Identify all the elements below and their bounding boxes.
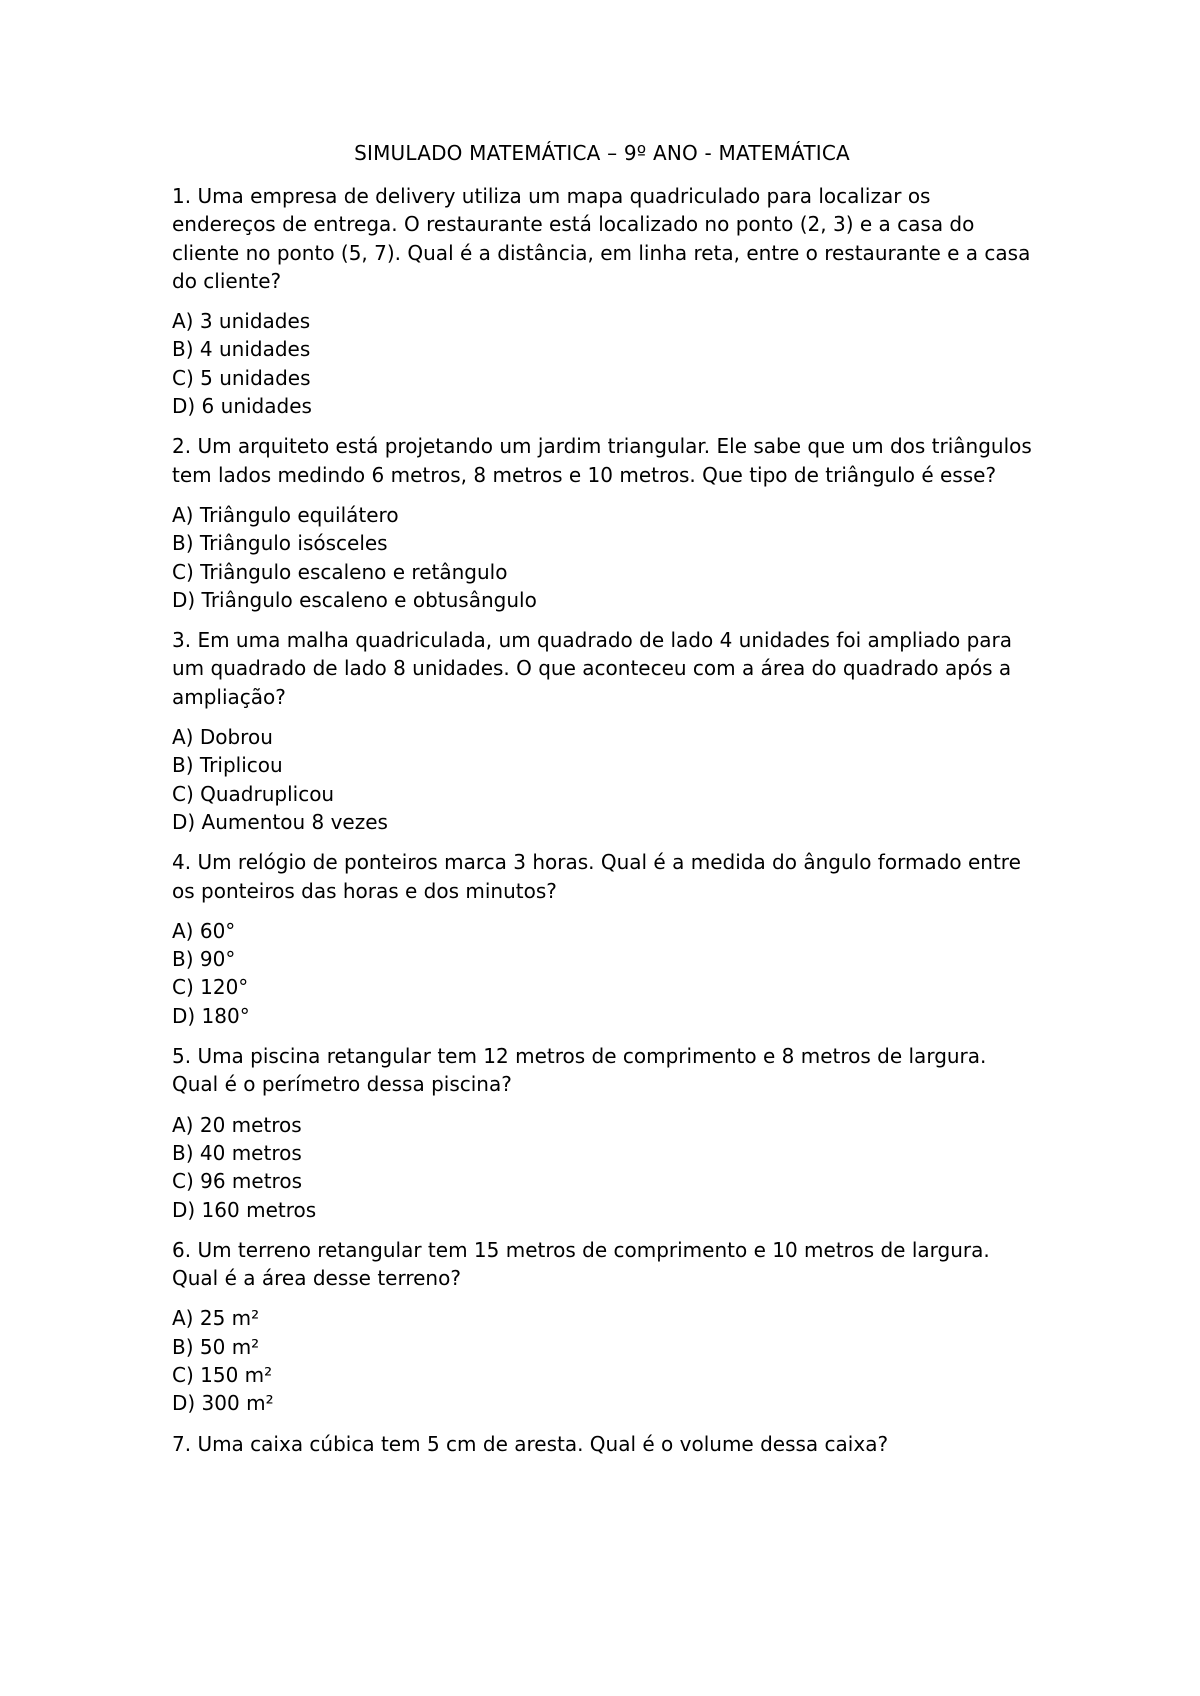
answer-options [172,1111,1032,1224]
answer-options [172,307,1032,420]
answer-options [172,1304,1032,1417]
option-c: C) Triângulo escaleno e retângulo [172,559,508,584]
question-text: 3. Em uma malha quadriculada, um quadrado de lado 4 unidades foi ampliado para um quadrado de lado 8 unidades. O que aconteceu com a área do quadrado após a ampliação? [172,628,1013,709]
question-3 [172,626,1032,836]
option-d: D) 180° [172,1003,250,1028]
option-b: B) Triângulo isósceles [172,531,388,556]
option-c: C) Quadruplicou [172,781,335,806]
page-title: SIMULADO MATEMÁTICA – 9º ANO - MATEMÁTICA [354,141,850,165]
question-text: 1. Uma empresa de delivery utiliza um mapa quadriculado para localizar os endereços de entrega. O restaurante está localizado no ponto (2, 3) e a casa do cliente no ponto (5, 7). Qual é a distância, em linha reta, entre o restaurante e a casa do cliente? [172,184,1031,293]
question-text: 4. Um relógio de ponteiros marca 3 horas. Qual é a medida do ângulo formado entre os ponteiros das horas e dos minutos? [172,850,1021,903]
question-1 [172,182,1032,420]
option-a: A) 20 metros [172,1112,302,1137]
question-6 [172,1236,1032,1418]
option-a: A) Triângulo equilátero [172,502,399,527]
option-c: C) 96 metros [172,1169,302,1194]
option-d: D) Triângulo escaleno e obtusângulo [172,587,537,612]
option-a: A) 3 unidades [172,309,311,334]
option-d: D) Aumentou 8 vezes [172,809,388,834]
question-7 [172,1430,1032,1458]
option-d: D) 300 m² [172,1391,274,1416]
question-4 [172,848,1032,1030]
option-b: B) 4 unidades [172,337,311,362]
option-c: C) 5 unidades [172,365,311,390]
option-d: D) 6 unidades [172,394,312,419]
question-text: 6. Um terreno retangular tem 15 metros de comprimento e 10 metros de largura. Qual é a área desse terreno? [172,1237,990,1291]
option-a: A) 25 m² [172,1306,260,1331]
question-5 [172,1042,1032,1224]
option-c: C) 150 m² [172,1362,273,1387]
option-b: B) Triplicou [172,753,283,778]
question-text: 7. Uma caixa cúbica tem 5 cm de aresta. Qual é o volume dessa caixa? [172,1431,889,1456]
answer-options [172,917,1032,1030]
answer-options [172,723,1032,836]
option-a: A) 60° [172,918,236,943]
document-page [172,138,1032,1470]
option-a: A) Dobrou [172,725,273,750]
option-b: B) 40 metros [172,1140,302,1165]
option-d: D) 160 metros [172,1197,317,1222]
option-b: B) 90° [172,947,236,972]
question-2 [172,432,1032,614]
option-c: C) 120° [172,975,249,1000]
question-text: 5. Uma piscina retangular tem 12 metros de comprimento e 8 metros de largura. Qual é o perímetro dessa piscina? [172,1044,987,1097]
option-b: B) 50 m² [172,1334,260,1359]
question-text: 2. Um arquiteto está projetando um jardim triangular. Ele sabe que um dos triângulos tem lados medindo 6 metros, 8 metros e 10 metros. Que tipo de triângulo é esse? [172,434,1032,487]
answer-options [172,501,1032,614]
